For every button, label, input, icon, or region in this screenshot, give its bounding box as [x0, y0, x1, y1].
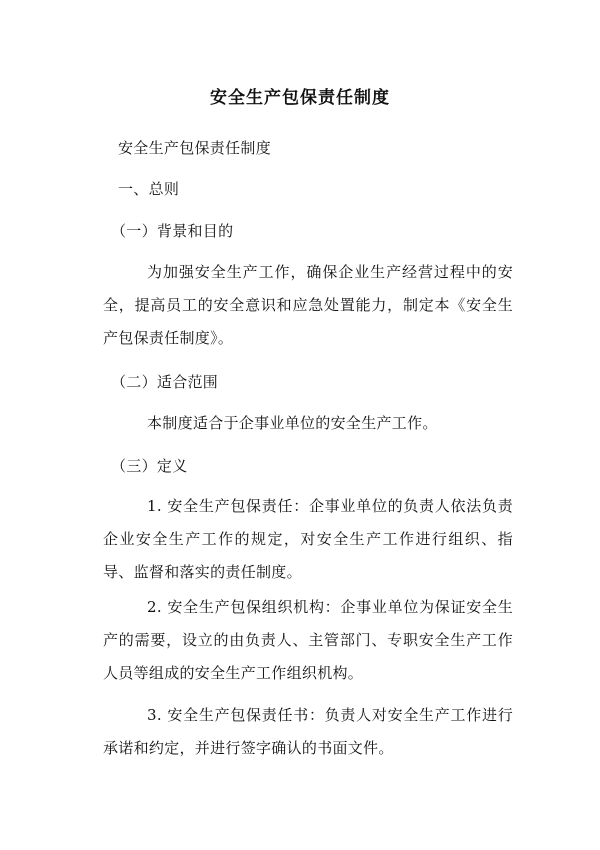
paragraph-purpose: 为加强安全生产工作，确保企业生产经营过程中的安全，提高员工的安全意识和应急处置能力，制定本《安全生产包保责任制度》。 [103, 263, 513, 347]
definition-item-1: 1. 安全生产包保责任：企事业单位的负责人依法负责企业安全生产工作的规定，对安全生产工作进行组织、指导、监督和落实的责任制度。 [103, 497, 513, 581]
subsection-heading-definitions: （三）定义 [111, 457, 188, 475]
paragraph-scope: 本制度适合于企事业单位的安全生产工作。 [147, 414, 438, 432]
definition-item-2: 2. 安全生产包保组织机构：企事业单位为保证安全生产的需要，设立的由负责人、主管部门、专职安全生产工作人员等组成的安全生产工作组织机构。 [103, 598, 513, 682]
subsection-heading-scope: （二）适合范围 [111, 373, 219, 391]
definition-item-3: 3. 安全生产包保责任书：负责人对安全生产工作进行承诺和约定，并进行签字确认的书面文件。 [103, 706, 513, 757]
document-subtitle: 安全生产包保责任制度 [118, 139, 272, 157]
document-title: 安全生产包保责任制度 [210, 88, 390, 108]
subsection-heading-background: （一）背景和目的 [111, 222, 234, 240]
section-heading-general: 一、总则 [118, 180, 180, 198]
